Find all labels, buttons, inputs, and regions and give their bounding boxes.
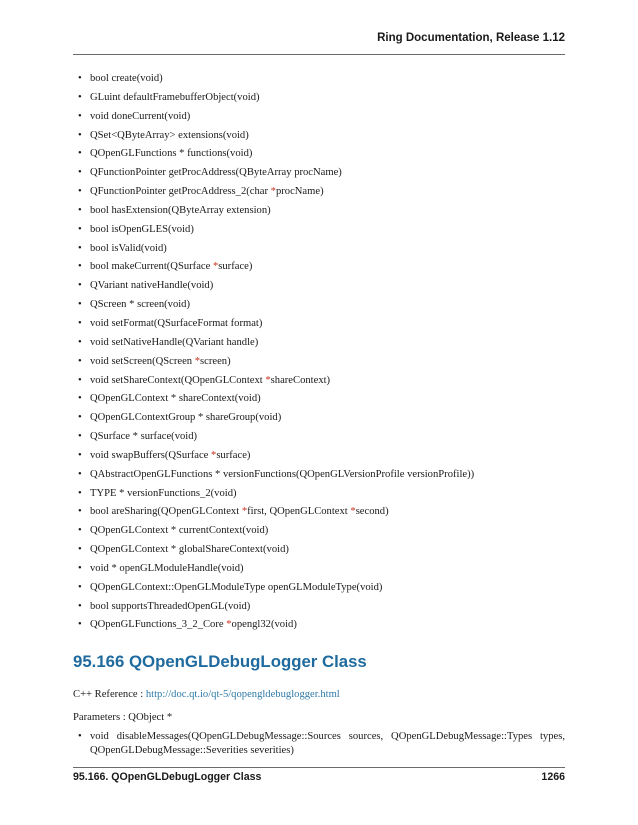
method-text: QFunctionPointer getProcAddress(QByteArray procName) (90, 167, 342, 179)
method-text: bool supportsThreadedOpenGL(void) (90, 600, 251, 612)
method-item (73, 258, 565, 277)
method-text: QFunctionPointer getProcAddress_2(char (90, 186, 271, 198)
method-item (73, 541, 565, 560)
method-item-disable-messages (73, 730, 565, 758)
cpp-reference (73, 688, 340, 702)
method-text: void setShareContext(QOpenGLContext (90, 374, 266, 386)
method-item (73, 334, 565, 353)
method-text: void setScreen(QScreen (90, 355, 195, 367)
pointer-star: * (212, 261, 219, 273)
pointer-star: * (194, 355, 201, 367)
method-item (73, 202, 565, 221)
pointer-star: * (226, 619, 232, 631)
method-text: QOpenGLContext * globalShareContext(void) (90, 544, 289, 556)
method-text: QOpenGLFunctions_3_2_Core (90, 619, 227, 631)
section-title: 95.166 QOpenGLDebugLogger Class (73, 652, 367, 671)
method-text: surface) (216, 449, 251, 461)
method-text: void setNativeHandle(QVariant handle) (90, 336, 259, 348)
method-text: bool isOpenGLES(void) (90, 223, 194, 235)
method-text: bool hasExtension(QByteArray extension) (90, 204, 271, 216)
method-item (73, 221, 565, 240)
method-text: second) (355, 506, 389, 518)
method-item (73, 503, 565, 522)
method-text: QSurface * surface(void) (90, 431, 198, 443)
parameters-line: Parameters : QObject * (73, 712, 173, 723)
method-text: first, QOpenGLContext (247, 506, 351, 518)
method-item (73, 598, 565, 617)
method-item (73, 108, 565, 127)
pointer-star: * (241, 506, 248, 518)
method-text: QAbstractOpenGLFunctions * versionFunctions(QOpenGLVersionProfile versionProfile)) (90, 468, 475, 480)
footer-divider (73, 767, 565, 768)
method-item (73, 428, 565, 447)
method-text: QOpenGLContext * shareContext(void) (90, 393, 261, 405)
method-item (73, 579, 565, 598)
method-item (73, 466, 565, 485)
pointer-star: * (270, 186, 276, 198)
method-item (73, 145, 565, 164)
method-item (73, 164, 565, 183)
method-item (73, 447, 565, 466)
method-item (73, 616, 565, 635)
method-item (73, 240, 565, 259)
running-header: Ring Documentation, Release 1.12 (377, 32, 565, 44)
method-item (73, 277, 565, 296)
header-divider (73, 54, 565, 55)
method-item (73, 315, 565, 334)
pointer-star: * (265, 374, 271, 386)
method-text: void doneCurrent(void) (90, 110, 191, 122)
method-text: shareContext) (270, 374, 331, 386)
pointer-star: * (350, 506, 356, 518)
method-item (73, 560, 565, 579)
method-item (73, 485, 565, 504)
method-item (73, 409, 565, 428)
method-text: bool areSharing(QOpenGLContext (90, 506, 242, 518)
method-signature: void disableMessages(QOpenGLDebugMessage::Sources sources, QOpenGLDebugMessage::Types types, QOpenGLDebugMessage::Severities severities) (90, 731, 565, 756)
method-text: QOpenGLFunctions * functions(void) (90, 148, 253, 160)
method-text: void setFormat(QSurfaceFormat format) (90, 317, 263, 329)
method-text: procName) (275, 186, 324, 198)
method-text: QOpenGLContext * currentContext(void) (90, 525, 269, 537)
method-text: bool isValid(void) (90, 242, 167, 254)
method-item (73, 127, 565, 146)
pointer-star: * (211, 449, 217, 461)
method-text: surface) (218, 261, 253, 273)
method-text: QScreen * screen(void) (90, 299, 191, 311)
method-text: QVariant nativeHandle(void) (90, 280, 214, 292)
method-text: QOpenGLContext::OpenGLModuleType openGLModuleType(void) (90, 581, 383, 593)
method-item (73, 183, 565, 202)
method-text: bool create(void) (90, 73, 163, 84)
footer-section: 95.166. QOpenGLDebugLogger Class (73, 771, 262, 783)
method-text: QOpenGLContextGroup * shareGroup(void) (90, 412, 282, 424)
method-text: screen) (200, 355, 231, 367)
method-item (73, 89, 565, 108)
method-text: opengl32(void) (231, 619, 297, 631)
method-text: GLuint defaultFramebufferObject(void) (90, 91, 260, 103)
method-item (73, 522, 565, 541)
method-list (73, 70, 565, 635)
page-number: 1266 (541, 771, 565, 783)
method-text: bool makeCurrent(QSurface (90, 261, 213, 273)
method-item (73, 353, 565, 372)
bullet: • (78, 731, 82, 742)
method-item (73, 70, 565, 89)
method-text: TYPE * versionFunctions_2(void) (90, 487, 237, 499)
method-text: QSet<QByteArray> extensions(void) (90, 129, 249, 141)
reference-link[interactable]: http://doc.qt.io/qt-5/qopengldebuglogger.html (145, 689, 340, 700)
method-item (73, 296, 565, 315)
reference-label: C++ Reference : (73, 689, 146, 700)
method-item (73, 390, 565, 409)
method-item (73, 372, 565, 391)
method-text: void swapBuffers(QSurface (90, 449, 212, 461)
method-text: void * openGLModuleHandle(void) (90, 562, 244, 574)
